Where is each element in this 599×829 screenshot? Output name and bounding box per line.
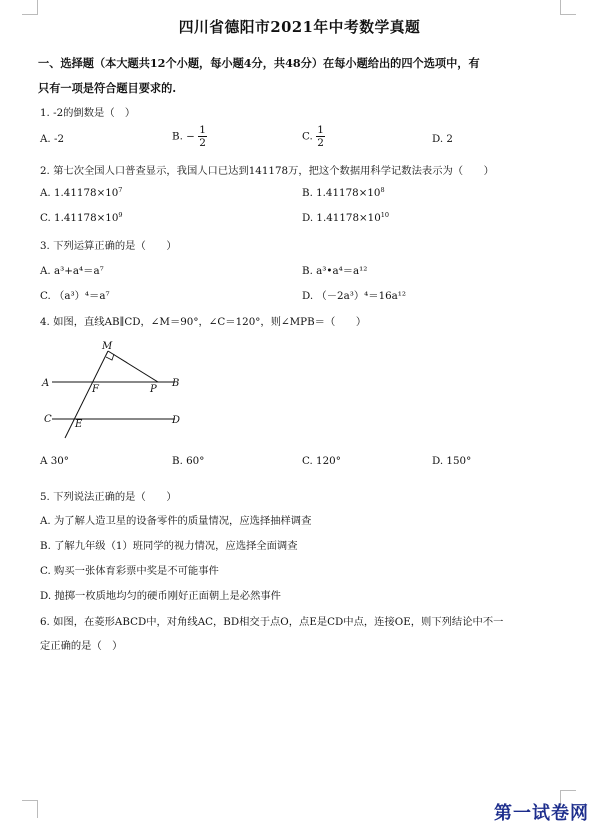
- option-c-denominator: 2: [317, 137, 324, 149]
- crop-mark-bottom-left-v: [37, 800, 38, 818]
- section-heading-line2: 只有一项是符合题目要求的.: [38, 81, 177, 95]
- option-c-fraction: [316, 124, 325, 149]
- question-2-option-a: [40, 186, 122, 199]
- question-2-stem: 2. 第七次全国人口普查显示，我国人口已达到141178万，把这个数据用科学记数法表示为（ ）: [40, 165, 494, 177]
- label-d: D: [172, 415, 181, 426]
- question-3-option-d: D. （－2a³）⁴＝16a¹²: [302, 290, 407, 302]
- question-1-stem: 1. -2的倒数是（ ）: [40, 107, 136, 119]
- line-me: [65, 351, 108, 438]
- question-6-stem-line2: 定正确的是（ ）: [40, 640, 123, 652]
- section-heading-line1: 一、选择题（本大题共12个小题，每小题4分，共48分）在每小题给出的四个选项中，有: [38, 56, 480, 70]
- label-a: A: [42, 378, 50, 389]
- option-b-numerator: 1: [199, 124, 206, 136]
- label-c: C: [44, 414, 52, 425]
- option-c-numerator: 1: [317, 124, 324, 136]
- option-c-base: C. 1.41178×10: [40, 212, 119, 224]
- option-d-exponent: 10: [380, 211, 390, 219]
- question-6-stem-line1: 6. 如图，在菱形ABCD中，对角线AC，BD相交于点O，点E是CD中点，连接OE，则下列结论中不一: [40, 616, 504, 628]
- question-2-option-d: [302, 211, 389, 224]
- crop-mark-bottom-left: [22, 800, 38, 801]
- question-1-option-b: [172, 124, 207, 149]
- crop-mark-top-right: [560, 14, 576, 15]
- question-3-option-b: B. a³•a⁴＝a¹²: [302, 265, 368, 277]
- option-b-fraction: [198, 124, 207, 149]
- question-3-stem: 3. 下列运算正确的是（ ）: [40, 240, 177, 252]
- option-d-base: D. 1.41178×10: [302, 212, 381, 224]
- question-4-option-b: B. 60°: [172, 455, 205, 467]
- option-b-base: B. 1.41178×10: [302, 187, 381, 199]
- option-a-base: A. 1.41178×10: [40, 187, 119, 199]
- site-watermark: 第一试卷网: [494, 803, 589, 824]
- question-4-stem: 4. 如图，直线AB∥CD，∠M＝90°，∠C＝120°，则∠MPB＝（ ）: [40, 316, 367, 328]
- right-angle-mark: [106, 354, 114, 360]
- question-4-option-c: C. 120°: [302, 455, 341, 467]
- question-5-stem: 5. 下列说法正确的是（ ）: [40, 491, 177, 503]
- label-m: M: [102, 341, 113, 352]
- option-c-prefix: C.: [302, 130, 313, 143]
- question-3-option-c: C. （a³）⁴＝a⁷: [40, 290, 110, 302]
- question-3-option-a: A. a³+a⁴＝a⁷: [40, 265, 104, 277]
- question-1-option-c: [302, 124, 325, 149]
- line-mp: [108, 351, 158, 382]
- page-title: 四川省德阳市2021年中考数学真题: [178, 19, 421, 36]
- option-b-exponent: 8: [380, 186, 385, 194]
- crop-mark-top-left-v: [37, 0, 38, 15]
- label-f: F: [92, 384, 99, 395]
- crop-mark-top-left: [22, 14, 38, 15]
- label-e: E: [75, 419, 83, 430]
- question-5-option-a: A. 为了解人造卫星的设备零件的质量情况，应选择抽样调查: [40, 515, 312, 527]
- question-1-option-a: A. -2: [40, 133, 65, 145]
- label-b: B: [172, 378, 180, 389]
- question-5-option-c: C. 购买一张体育彩票中奖是不可能事件: [40, 565, 219, 577]
- question-4-option-d: D. 150°: [432, 455, 472, 467]
- question-2-option-b: [302, 186, 385, 199]
- question-5-option-d: D. 抛掷一枚质地均匀的硬币刚好正面朝上是必然事件: [40, 590, 281, 602]
- option-c-exponent: 9: [118, 211, 123, 219]
- label-p: P: [150, 384, 157, 395]
- option-a-exponent: 7: [118, 186, 123, 194]
- question-4-figure: [40, 336, 190, 444]
- crop-mark-top-right-v: [560, 0, 561, 15]
- crop-mark-bottom-right: [560, 790, 576, 791]
- question-5-option-b: B. 了解九年级（1）班同学的视力情况，应选择全面调查: [40, 540, 298, 552]
- option-b-sign: −: [186, 130, 195, 143]
- option-b-prefix: B.: [172, 130, 183, 143]
- question-1-option-d: D. 2: [432, 133, 453, 145]
- question-4-option-a: A 30°: [40, 455, 69, 467]
- option-b-denominator: 2: [199, 137, 206, 149]
- question-2-option-c: [40, 211, 123, 224]
